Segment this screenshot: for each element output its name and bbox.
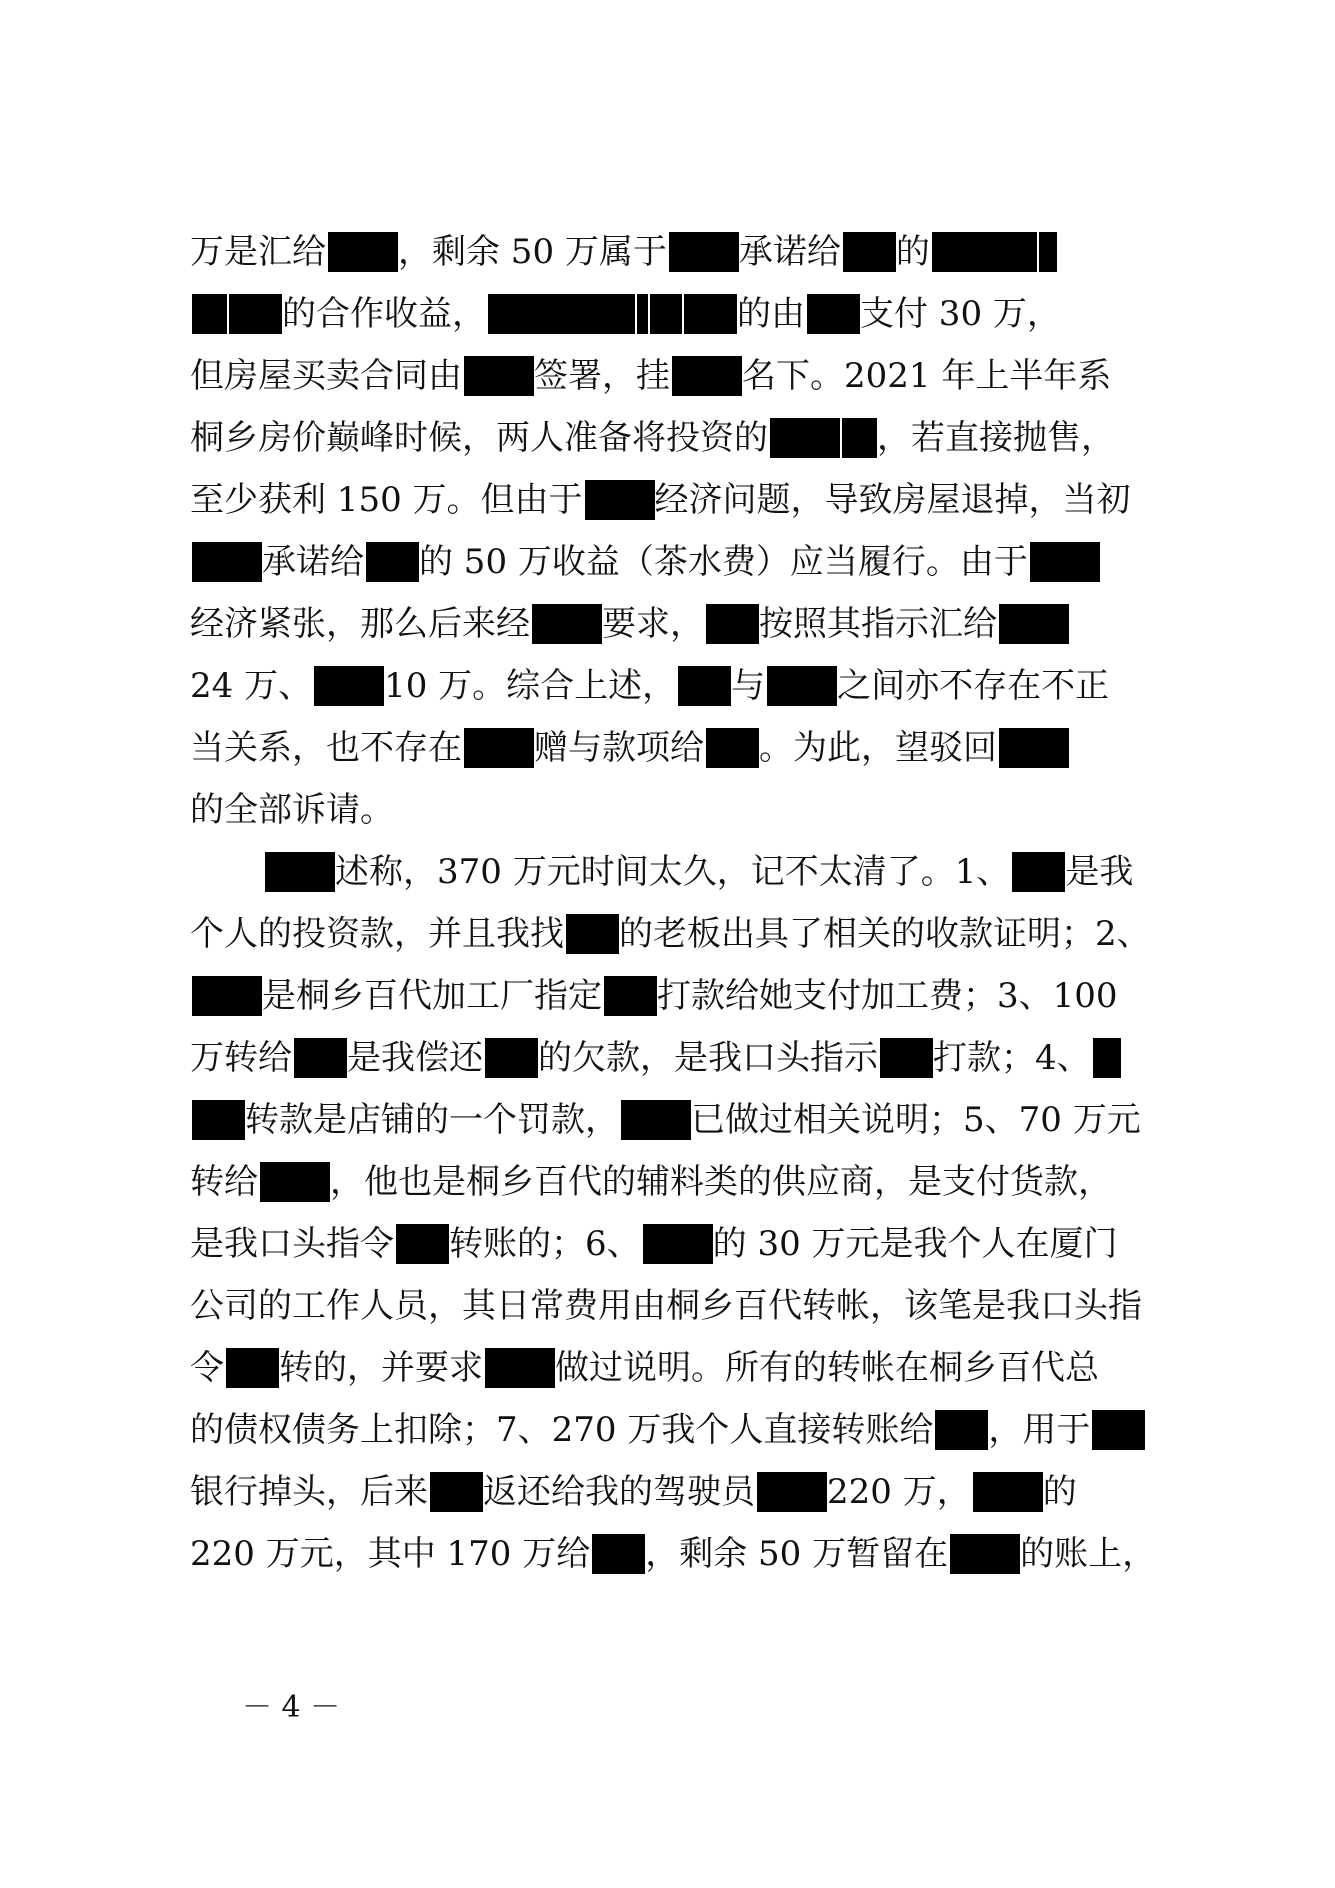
redaction-block: [464, 356, 534, 396]
text-segment: 转款是店铺的一个罚款，: [245, 1100, 619, 1140]
redaction-block: [585, 480, 655, 520]
text-line: [190, 1410, 1145, 1450]
redaction-block: [842, 418, 877, 458]
text-segment: 名下。2021 年上半年系: [742, 356, 1112, 396]
text-segment: 经济问题，导致房屋退掉，当初: [654, 480, 1131, 520]
text-segment: 做过说明。所有的转帐在桐乡百代总: [555, 1348, 1099, 1388]
text-segment: 要求，: [602, 604, 704, 644]
redaction-block: [226, 1348, 279, 1388]
text-segment: 转账的；6、: [449, 1224, 641, 1264]
redaction-block: [485, 1038, 538, 1078]
redaction-block: [192, 1100, 245, 1140]
text-segment: 打款；4、: [933, 1038, 1091, 1078]
redaction-block: [770, 418, 840, 458]
text-segment: 是桐乡百代加工厂指定: [262, 976, 602, 1016]
redaction-block: [643, 1224, 713, 1264]
page-number: － 4 －: [242, 1690, 341, 1725]
redaction-block: [430, 1472, 483, 1512]
text-line: [190, 542, 1100, 582]
text-segment: ，若直接抛售，: [877, 418, 1115, 458]
redaction-block: [314, 666, 384, 706]
text-segment: 支付 30 万，: [860, 294, 1061, 334]
text-segment: 24 万、: [190, 666, 313, 706]
redaction-block: [950, 1534, 1020, 1574]
text-line: [190, 1472, 1077, 1512]
text-segment: 的: [1042, 1472, 1077, 1512]
text-segment: 的 30 万元是我个人在厦门: [712, 1224, 1118, 1264]
text-segment: 的 50 万收益（茶水费）应当履行。由于: [419, 542, 1028, 582]
text-line: [190, 1162, 1112, 1202]
text-segment: 承诺给: [738, 232, 841, 272]
text-segment: 万是汇给: [190, 232, 326, 272]
text-segment: ，剩余 50 万属于: [398, 232, 667, 272]
text-line: [190, 294, 1061, 334]
text-segment: 但房屋买卖合同由: [190, 356, 462, 396]
text-segment: 承诺给: [262, 542, 364, 582]
text-line: [190, 1348, 1099, 1388]
text-segment: 的全部诉请。: [190, 790, 394, 830]
text-segment: 的: [895, 232, 930, 272]
text-line: [263, 852, 1133, 892]
text-line: [190, 604, 1069, 644]
text-line: [190, 1100, 1141, 1140]
text-segment: 的账上，: [1020, 1534, 1157, 1574]
text-line: [190, 914, 1151, 954]
text-segment: 转的，并要求: [279, 1348, 483, 1388]
text-segment: 万转给: [190, 1038, 292, 1078]
redaction-block: [192, 542, 262, 582]
text-segment: 桐乡房价巅峰时候，两人准备将投资的: [190, 418, 768, 458]
text-line: [190, 232, 1057, 272]
redaction-block: [1030, 542, 1100, 582]
text-segment: 打款给她支付加工费；3、100: [657, 976, 1118, 1016]
redaction-block: [1092, 1410, 1145, 1450]
text-segment: 赠与款项给: [534, 728, 704, 768]
text-segment: 当关系，也不存在: [190, 728, 462, 768]
text-segment: 220 万，: [827, 1472, 971, 1512]
text-segment: 220 万元，其中 170 万给: [190, 1534, 591, 1574]
redaction-block: [935, 1410, 988, 1450]
text-line: [190, 790, 394, 830]
text-segment: ，剩余 50 万暂留在: [645, 1534, 949, 1574]
text-segment: 。为此，望驳回: [759, 728, 997, 768]
text-segment: 公司的工作人员，其日常费用由桐乡百代转帐，该笔是我口头指: [190, 1286, 1142, 1326]
text-segment: 是我: [1065, 852, 1134, 892]
redaction-block: [757, 1472, 827, 1512]
text-line: [190, 1534, 1156, 1574]
redaction-block: [192, 976, 262, 1016]
redaction-block: [932, 232, 1037, 272]
redaction-block: [669, 232, 739, 272]
redaction-block: [192, 294, 227, 334]
text-segment: 至少获利 150 万。但由于: [190, 480, 583, 520]
redaction-block: [532, 604, 602, 644]
redaction-block: [650, 294, 682, 334]
redaction-block: [973, 1472, 1043, 1512]
text-segment: 签署，挂: [534, 356, 670, 396]
redaction-block: [706, 604, 759, 644]
text-segment: 之间亦不存在不正: [837, 666, 1110, 706]
text-segment: ，他也是桐乡百代的辅料类的供应商，是支付货款，: [330, 1162, 1112, 1202]
text-segment: 经济紧张，那么后来经: [190, 604, 530, 644]
text-segment: 的债权债务上扣除；7、270 万我个人直接转账给: [190, 1410, 934, 1450]
redaction-block: [880, 1038, 933, 1078]
text-segment: 是我口头指令: [190, 1224, 394, 1264]
redaction-block: [767, 666, 837, 706]
redaction-block: [843, 232, 896, 272]
redaction-block: [1093, 1038, 1121, 1078]
redaction-block: [294, 1038, 347, 1078]
text-segment: 与: [731, 666, 766, 706]
text-segment: 的欠款，是我口头指示: [538, 1038, 878, 1078]
text-segment: 10 万。综合上述，: [384, 666, 677, 706]
redaction-block: [566, 914, 619, 954]
redaction-block: [637, 294, 648, 334]
redaction-block: [366, 542, 419, 582]
text-segment: 银行掉头，后来: [190, 1472, 428, 1512]
text-segment: 的合作收益，: [282, 294, 486, 334]
text-line: [190, 728, 1069, 768]
text-line: [190, 480, 1131, 520]
text-line: [190, 418, 1115, 458]
redaction-block: [672, 356, 742, 396]
text-segment: 返还给我的驾驶员: [483, 1472, 755, 1512]
redaction-block: [706, 728, 759, 768]
redaction-block: [604, 976, 657, 1016]
redaction-block: [807, 294, 860, 334]
text-segment: 转给: [190, 1162, 258, 1202]
text-line: [190, 356, 1111, 396]
text-segment: 个人的投资款，并且我找: [190, 914, 564, 954]
text-segment: 是我偿还: [347, 1038, 483, 1078]
redaction-block: [684, 294, 737, 334]
text-line: [190, 1286, 1142, 1326]
text-line: [190, 1224, 1118, 1264]
redaction-block: [999, 728, 1069, 768]
text-segment: 令: [190, 1348, 224, 1388]
text-segment: 的老板出具了相关的收款证明；2、: [619, 914, 1151, 954]
redaction-block: [265, 852, 335, 892]
redaction-block: [328, 232, 398, 272]
text-segment: ，用于: [988, 1410, 1091, 1450]
text-segment: 述称，370 万元时间太久，记不太清了。1、: [335, 852, 1011, 892]
text-segment: 按照其指示汇给: [759, 604, 997, 644]
redaction-block: [229, 294, 282, 334]
redaction-block: [488, 294, 635, 334]
text-line: [190, 976, 1118, 1016]
redaction-block: [464, 728, 534, 768]
redaction-block: [396, 1224, 449, 1264]
redaction-block: [485, 1348, 555, 1388]
redaction-block: [260, 1162, 330, 1202]
redaction-block: [999, 604, 1069, 644]
redaction-block: [621, 1100, 691, 1140]
text-segment: 的由: [737, 294, 805, 334]
redaction-block: [592, 1534, 645, 1574]
redaction-block: [678, 666, 731, 706]
text-line: [190, 666, 1109, 706]
redaction-block: [1012, 852, 1065, 892]
text-line: [190, 1038, 1121, 1078]
redaction-block: [1039, 232, 1057, 272]
text-segment: 已做过相关说明；5、70 万元: [691, 1100, 1141, 1140]
